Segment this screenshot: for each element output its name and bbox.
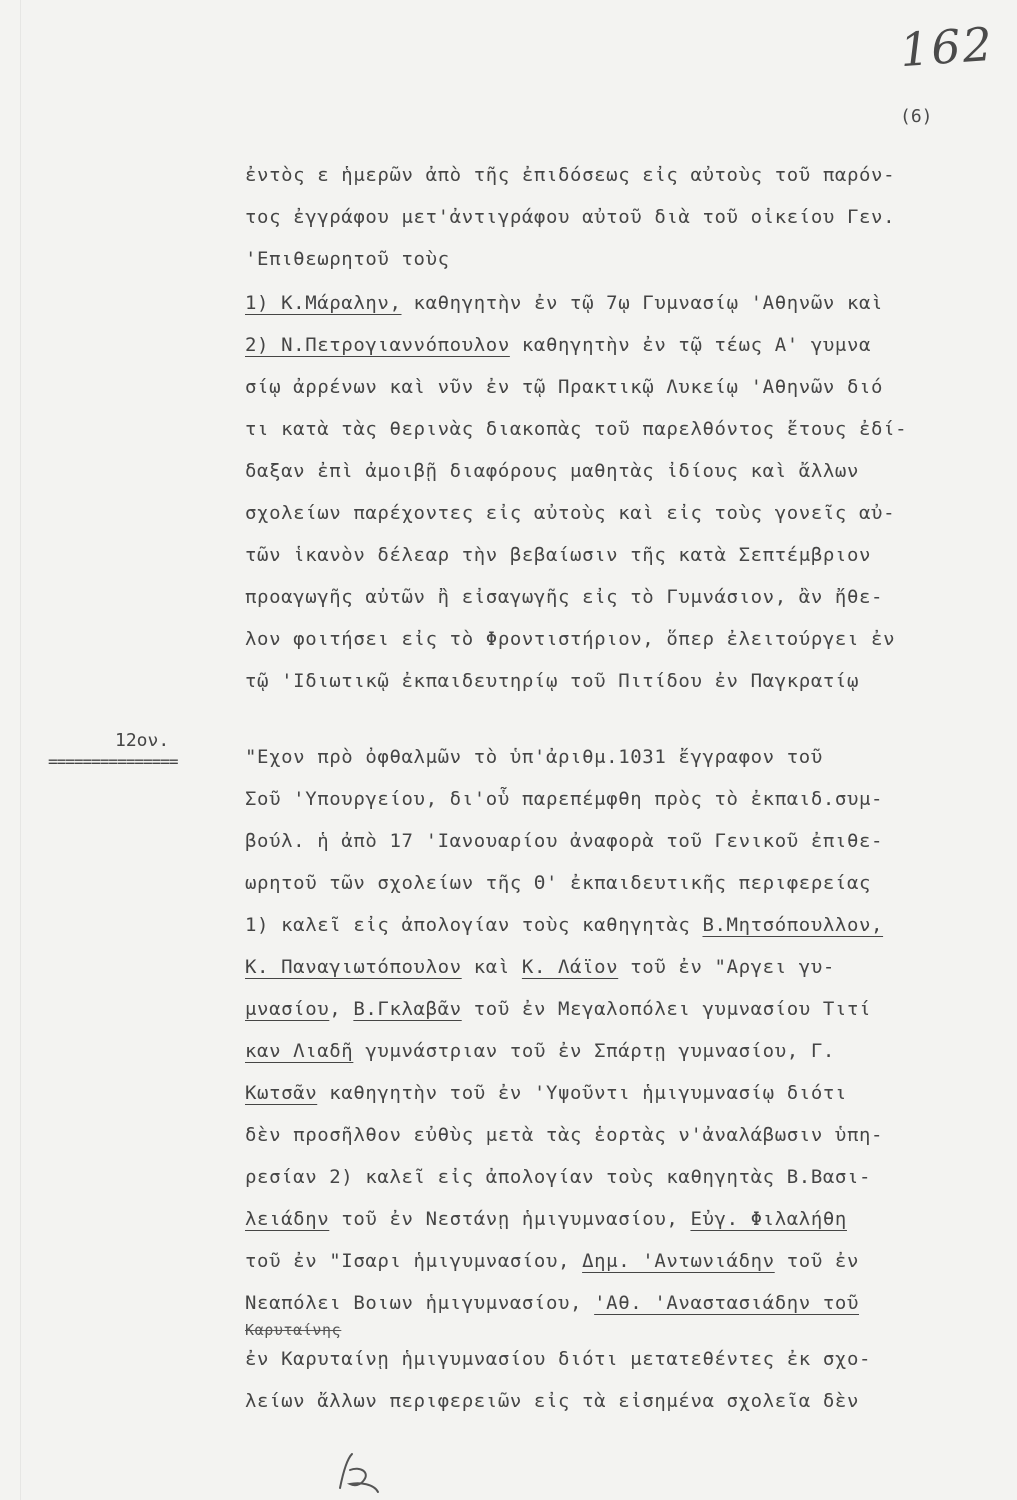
- text-line: δαξαν ἐπὶ ἀμοιβῇ διαφόρους μαθητὰς ἰδίους καὶ ἄλλων: [245, 460, 859, 482]
- text-span: γυμνάστριαν τοῦ ἐν Σπάρτῃ γυμνασίου, Γ.: [353, 1040, 835, 1062]
- text-line: τος ἐγγράφου μετ'ἀντιγράφου αὐτοῦ διὰ τοῦ οἰκείου Γεν.: [245, 206, 896, 228]
- underlined-name: Δημ. 'Αντωνιάδην: [582, 1250, 775, 1272]
- text-span: τοῦ ἐν "Ισαρι ἡμιγυμνασίου,: [245, 1250, 583, 1272]
- text-line: [245, 955, 965, 979]
- text-line: σίῳ ἀρρένων καὶ νῦν ἐν τῷ Πρακτικῷ Λυκείῳ 'Αθηνῶν διό: [245, 376, 884, 398]
- underlined-name: Κ. Λάϊον: [521, 956, 619, 978]
- text-line: 'Επιθεωρητοῦ τοὺς: [245, 248, 450, 270]
- text-span: τοῦ ἐν Νεστάνῃ ἡμιγυμνασίου,: [329, 1208, 691, 1230]
- text-line: [245, 291, 965, 315]
- text-span: καὶ: [461, 956, 522, 978]
- text-line: [245, 1081, 965, 1105]
- text-line: [245, 1207, 965, 1231]
- underlined-name: Β.Γκλαβᾶν: [353, 998, 462, 1020]
- underlined-name: 2) Ν.Πετρογιαννόπουλον: [245, 334, 510, 356]
- margin-item-number: 12ον.: [115, 730, 170, 751]
- text-line: βούλ. ἡ ἀπὸ 17 'Ιανουαρίου ἀναφορὰ τοῦ Γενικοῦ ἐπιθε-: [245, 830, 884, 852]
- underlined-name: Β.Μητσόπουλλον,: [702, 914, 884, 936]
- text-line: [245, 997, 965, 1021]
- text-line: [245, 1291, 965, 1315]
- underlined-name: καν Λιαδῆ: [245, 1040, 354, 1062]
- underlined-name: μνασίου: [245, 998, 330, 1020]
- text-line: Σοῦ 'Υπουργείου, δι'οὗ παρεπέμφθη πρὸς τὸ ἐκπαιδ.συμ-: [245, 788, 884, 810]
- text-span: καθηγητὴν ἐν τῷ 7ῳ Γυμνασίῳ 'Αθηνῶν καὶ: [401, 292, 884, 314]
- text-line: δὲν προσῆλθον εὐθὺς μετὰ τὰς ἑορτὰς ν'ἀναλάβωσιν ὑπη-: [245, 1124, 884, 1146]
- handwritten-folio-number: 162: [898, 16, 996, 78]
- underlined-name: Κ. Παναγιωτόπουλον: [245, 956, 462, 978]
- text-span: καθηγητὴν ἐν τῷ τέως Α' γυμνα: [509, 334, 872, 356]
- text-line: τῷ 'Ιδιωτικῷ ἐκπαιδευτηρίῳ τοῦ Πιτίδου ἐν Παγκρατίῳ: [245, 670, 859, 692]
- handwritten-initial-mark: [330, 1448, 390, 1498]
- text-line: τῶν ἱκανὸν δέλεαρ τὴν βεβαίωσιν τῆς κατὰ Σεπτέμβριον: [245, 544, 872, 566]
- text-line: [245, 913, 965, 937]
- text-line: τι κατὰ τὰς θερινὰς διακοπὰς τοῦ παρελθόντος ἔτους ἐδί-: [245, 418, 908, 440]
- text-line: "Εχον πρὸ ὀφθαλμῶν τὸ ὑπ'ἀριθμ.1031 ἔγγραφον τοῦ: [245, 746, 823, 768]
- underlined-name: Κωτσᾶν: [245, 1082, 318, 1104]
- underlined-name: λειάδην: [245, 1208, 330, 1230]
- text-span: ,: [329, 998, 354, 1020]
- text-span: τοῦ ἐν: [774, 1250, 859, 1272]
- underlined-name: Εὐγ. Φιλαλήθη: [690, 1208, 847, 1230]
- text-line: ρεσίαν 2) καλεῖ εἰς ἀπολογίαν τοὺς καθηγητὰς Β.Βασι-: [245, 1166, 872, 1188]
- text-span: τοῦ ἐν Μεγαλοπόλει γυμνασίου Τιτί: [461, 998, 872, 1020]
- text-span: τοῦ ἐν "Αργει γυ-: [618, 956, 835, 978]
- underlined-name: 1) Κ.Μάραλην,: [245, 292, 402, 314]
- text-span: καθηγητὴν τοῦ ἐν 'Υψοῦντι ἡμιγυμνασίῳ διότι: [317, 1082, 847, 1104]
- struck-out-text: Καρυταίνης: [245, 1321, 342, 1339]
- text-line: [245, 1039, 965, 1063]
- page-edge-shadow: [20, 0, 21, 1500]
- text-line: ἐν Καρυταίνῃ ἡμιγυμνασίου διότι μετατεθέντες ἐκ σχο-: [245, 1348, 872, 1370]
- text-line: ἐντὸς ε ἡμερῶν ἀπὸ τῆς ἐπιδόσεως εἰς αὐτοὺς τοῦ παρόν-: [245, 164, 896, 186]
- underlined-name: 'Αθ. 'Αναστασιάδην τοῦ: [594, 1292, 859, 1314]
- text-line: λείων ἄλλων περιφερειῶν εἰς τὰ εἰσημένα σχολεῖα δὲν: [245, 1390, 859, 1412]
- text-line: προαγωγῆς αὐτῶν ἢ εἰσαγωγῆς εἰς τὸ Γυμνάσιον, ἂν ἤθε-: [245, 586, 884, 608]
- text-line: ωρητοῦ τῶν σχολείων τῆς Θ' ἐκπαιδευτικῆς περιφερείας: [245, 872, 872, 894]
- text-span: Νεαπόλει Βοιων ἡμιγυμνασίου,: [245, 1292, 595, 1314]
- text-line: λον φοιτήσει εἰς τὸ Φροντιστήριον, ὅπερ ἐλειτούργει ἐν: [245, 628, 896, 650]
- text-line: [245, 333, 965, 357]
- text-line: σχολείων παρέχοντες εἰς αὐτοὺς καὶ εἰς τοὺς γονεῖς αὐ-: [245, 502, 896, 524]
- page-number: (6): [900, 106, 933, 127]
- text-line: [245, 1249, 965, 1273]
- text-span: 1) καλεῖ εἰς ἀπολογίαν τοὺς καθηγητὰς: [245, 914, 703, 936]
- margin-double-rule: ===============: [48, 752, 178, 771]
